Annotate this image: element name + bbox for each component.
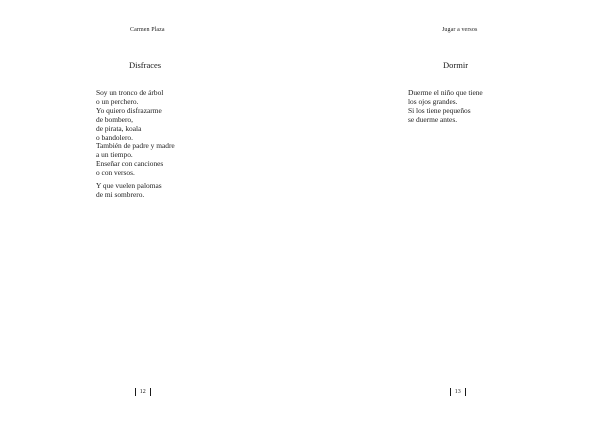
stanza <box>96 89 175 178</box>
poem-title: Disfraces <box>129 60 162 70</box>
poem-line: o un perchero. <box>96 96 139 106</box>
poem-line: los ojos grandes. <box>408 96 458 106</box>
poem-line: También de padre y madre <box>96 141 175 151</box>
running-head-author: Carmen Plaza <box>130 27 165 33</box>
folio-bar-right <box>150 388 151 396</box>
poem-line: a un tiempo. <box>96 150 133 160</box>
poem-line: Yo quiero disfrazarme <box>96 105 162 115</box>
page-number-value: 12 <box>139 389 146 395</box>
poem-line: de bombero, <box>96 114 133 124</box>
running-head-book: Jugar a versos <box>442 27 478 33</box>
poem-line: Si los tiene pequeños <box>408 105 471 115</box>
page-number-value: 13 <box>454 389 461 395</box>
right-page <box>300 0 600 423</box>
poem-line: Duerme el niño que tiene <box>408 88 483 97</box>
poem-body <box>408 89 483 129</box>
poem-line: o con versos. <box>96 168 135 178</box>
page-number <box>450 388 466 396</box>
poem-line: Soy un tronco de árbol <box>96 88 164 97</box>
folio-bar-right <box>465 388 466 396</box>
poem-line: o bandolero. <box>96 132 133 142</box>
poem-line: Y que vuelen palomas <box>96 181 162 191</box>
stanza <box>408 89 483 125</box>
poem-line: de pirata, koala <box>96 123 142 133</box>
poem-title: Dormir <box>443 60 469 70</box>
page-number <box>135 388 151 396</box>
stanza <box>96 182 175 200</box>
poem-line: Enseñar con canciones <box>96 159 164 169</box>
poem-line: se duerme antes. <box>408 114 458 124</box>
poem-line: de mi sombrero. <box>96 189 145 199</box>
poem-body <box>96 89 175 204</box>
